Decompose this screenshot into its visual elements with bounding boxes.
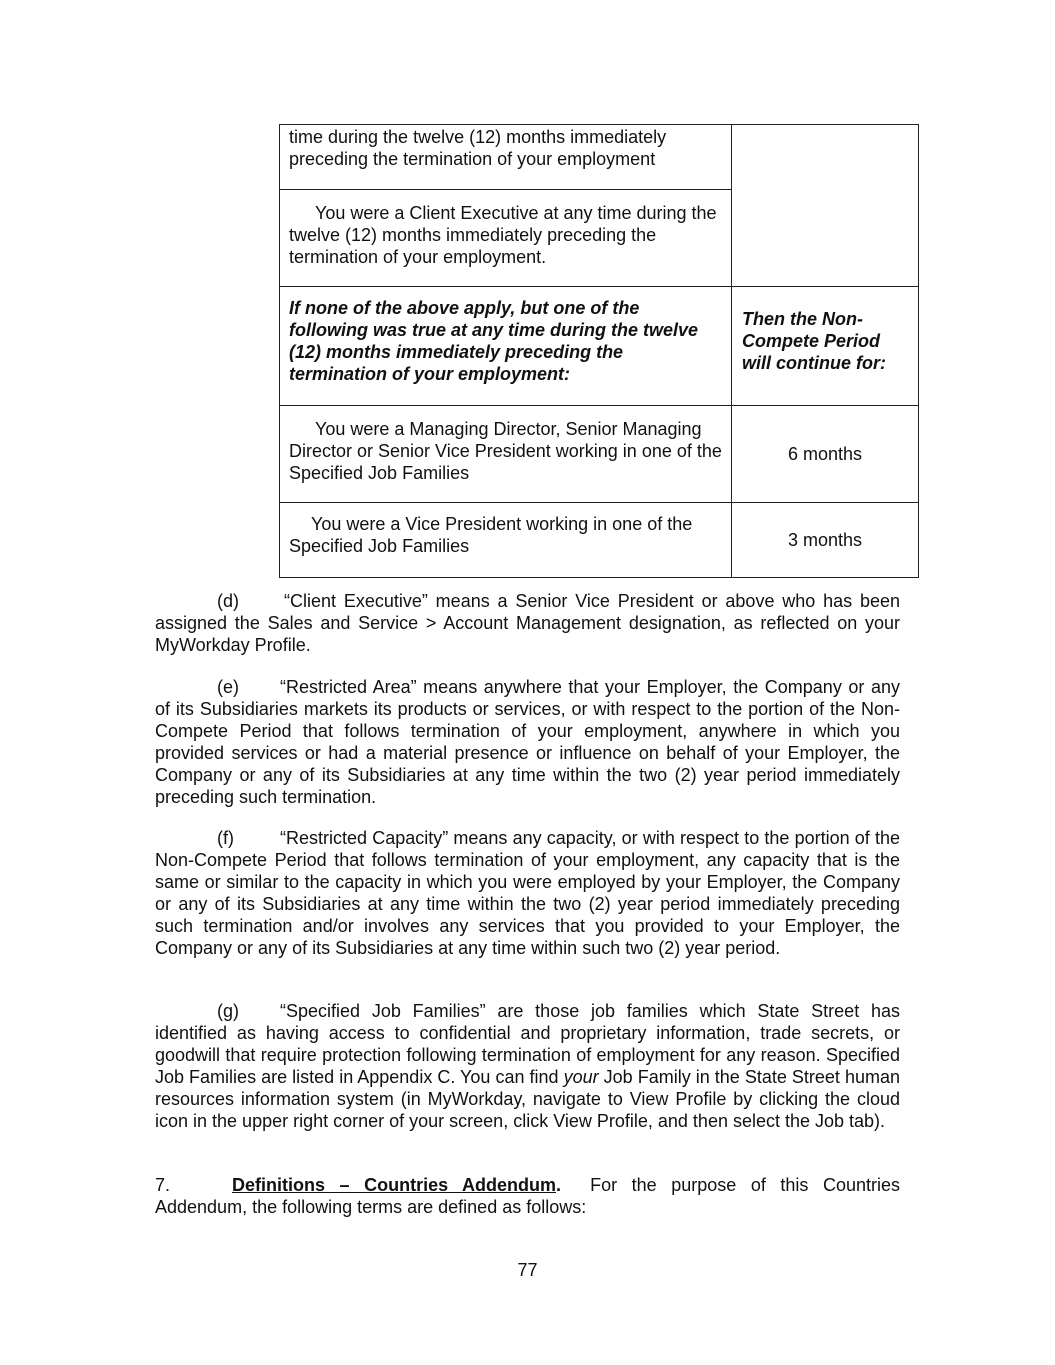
section-7-period: . bbox=[556, 1175, 562, 1195]
section-7-number: 7. bbox=[155, 1175, 171, 1195]
table-cell bbox=[732, 406, 919, 503]
row3-right-text: Then the Non-Compete Period will continue for: bbox=[742, 309, 886, 373]
paragraph-e-label: (e) bbox=[217, 677, 239, 697]
page-number: 77 bbox=[517, 1260, 538, 1280]
paragraph-d bbox=[155, 590, 900, 656]
row2-left-text: You were a Client Executive at any time during the twelve (12) months immediately preceding the termination of your employment. bbox=[289, 203, 717, 267]
section-7-text: For the purpose of this Countries Addendum, the following terms are defined as follows: bbox=[155, 1175, 905, 1217]
table-cell bbox=[280, 190, 732, 287]
section-7 bbox=[155, 1174, 905, 1218]
row5-right-text: 3 months bbox=[787, 530, 863, 550]
table-row bbox=[280, 406, 919, 503]
paragraph-f-text: “Restricted Capacity” means any capacity, or with respect to the portion of the Non-Compete Period that follows termination of your employment, any capacity that is the same or similar to the capacity in which you were employed by your Employer, the Company or any of its Subsidiaries at any time within the two (2) year period immediately preceding such termination and/or involves any services that you provided to your Employer, the Company or any of its Subsidiaries at any time within such two (2) year period. bbox=[155, 828, 900, 958]
table-row bbox=[280, 503, 919, 578]
paragraph-g-text-2: Job Family in the State Street human resources information system (in MyWorkday, navigate to View Profile by clicking the cloud icon in the upper right corner of your screen, click View Profile, and then select the Job tab). bbox=[155, 1067, 900, 1131]
paragraph-d-label: (d) bbox=[217, 591, 239, 611]
table-cell-empty bbox=[732, 125, 919, 287]
table-row bbox=[280, 125, 919, 190]
row4-left-text: You were a Managing Director, Senior Managing Director or Senior Vice President working in one of the Specified Job Families bbox=[289, 419, 722, 483]
table-cell bbox=[732, 503, 919, 578]
table-cell bbox=[280, 287, 732, 406]
paragraph-d-text: “Client Executive” means a Senior Vice President or above who has been assigned the Sales and Service > Account Management designation, as reflected on your MyWorkday Profile. bbox=[155, 591, 900, 655]
table-cell bbox=[732, 287, 919, 406]
row3-left-text: If none of the above apply, but one of the following was true at any time during the twelve (12) months immediately preceding the termination of your employment: bbox=[289, 298, 699, 384]
row4-right-text: 6 months bbox=[787, 444, 863, 464]
table-row bbox=[280, 287, 919, 406]
paragraph-e-text: “Restricted Area” means anywhere that your Employer, the Company or any of its Subsidiaries markets its products or services, or with respect to the portion of the Non-Compete Period that follows termination of your employment, anywhere in which you provided services or had a material presence or influence on behalf of your Employer, the Company or any of its Subsidiaries at any time within the two (2) year period immediately preceding such termination. bbox=[155, 677, 900, 807]
paragraph-f-label: (f) bbox=[217, 828, 234, 848]
paragraph-g-text-1: “Specified Job Families” are those job families which State Street has identified as having access to confidential and proprietary information, trade secrets, or goodwill that require protection following termination of employment for any reason. Specified Job Families are listed in Appendix C. You can find bbox=[155, 1001, 900, 1087]
section-7-heading: Definitions – Countries Addendum bbox=[232, 1175, 556, 1195]
paragraph-e bbox=[155, 676, 900, 808]
row5-left-text: You were a Vice President working in one of the Specified Job Families bbox=[289, 514, 693, 556]
table-cell bbox=[280, 125, 732, 190]
paragraph-g-italic: your bbox=[563, 1067, 599, 1087]
paragraph-g-label: (g) bbox=[217, 1001, 239, 1021]
table-cell bbox=[280, 406, 732, 503]
paragraph-f bbox=[155, 827, 900, 959]
non-compete-table bbox=[279, 124, 919, 578]
table-cell bbox=[280, 503, 732, 578]
row1-left-text: time during the twelve (12) months immediately preceding the termination of your employment bbox=[289, 127, 667, 169]
paragraph-g bbox=[155, 1000, 900, 1132]
